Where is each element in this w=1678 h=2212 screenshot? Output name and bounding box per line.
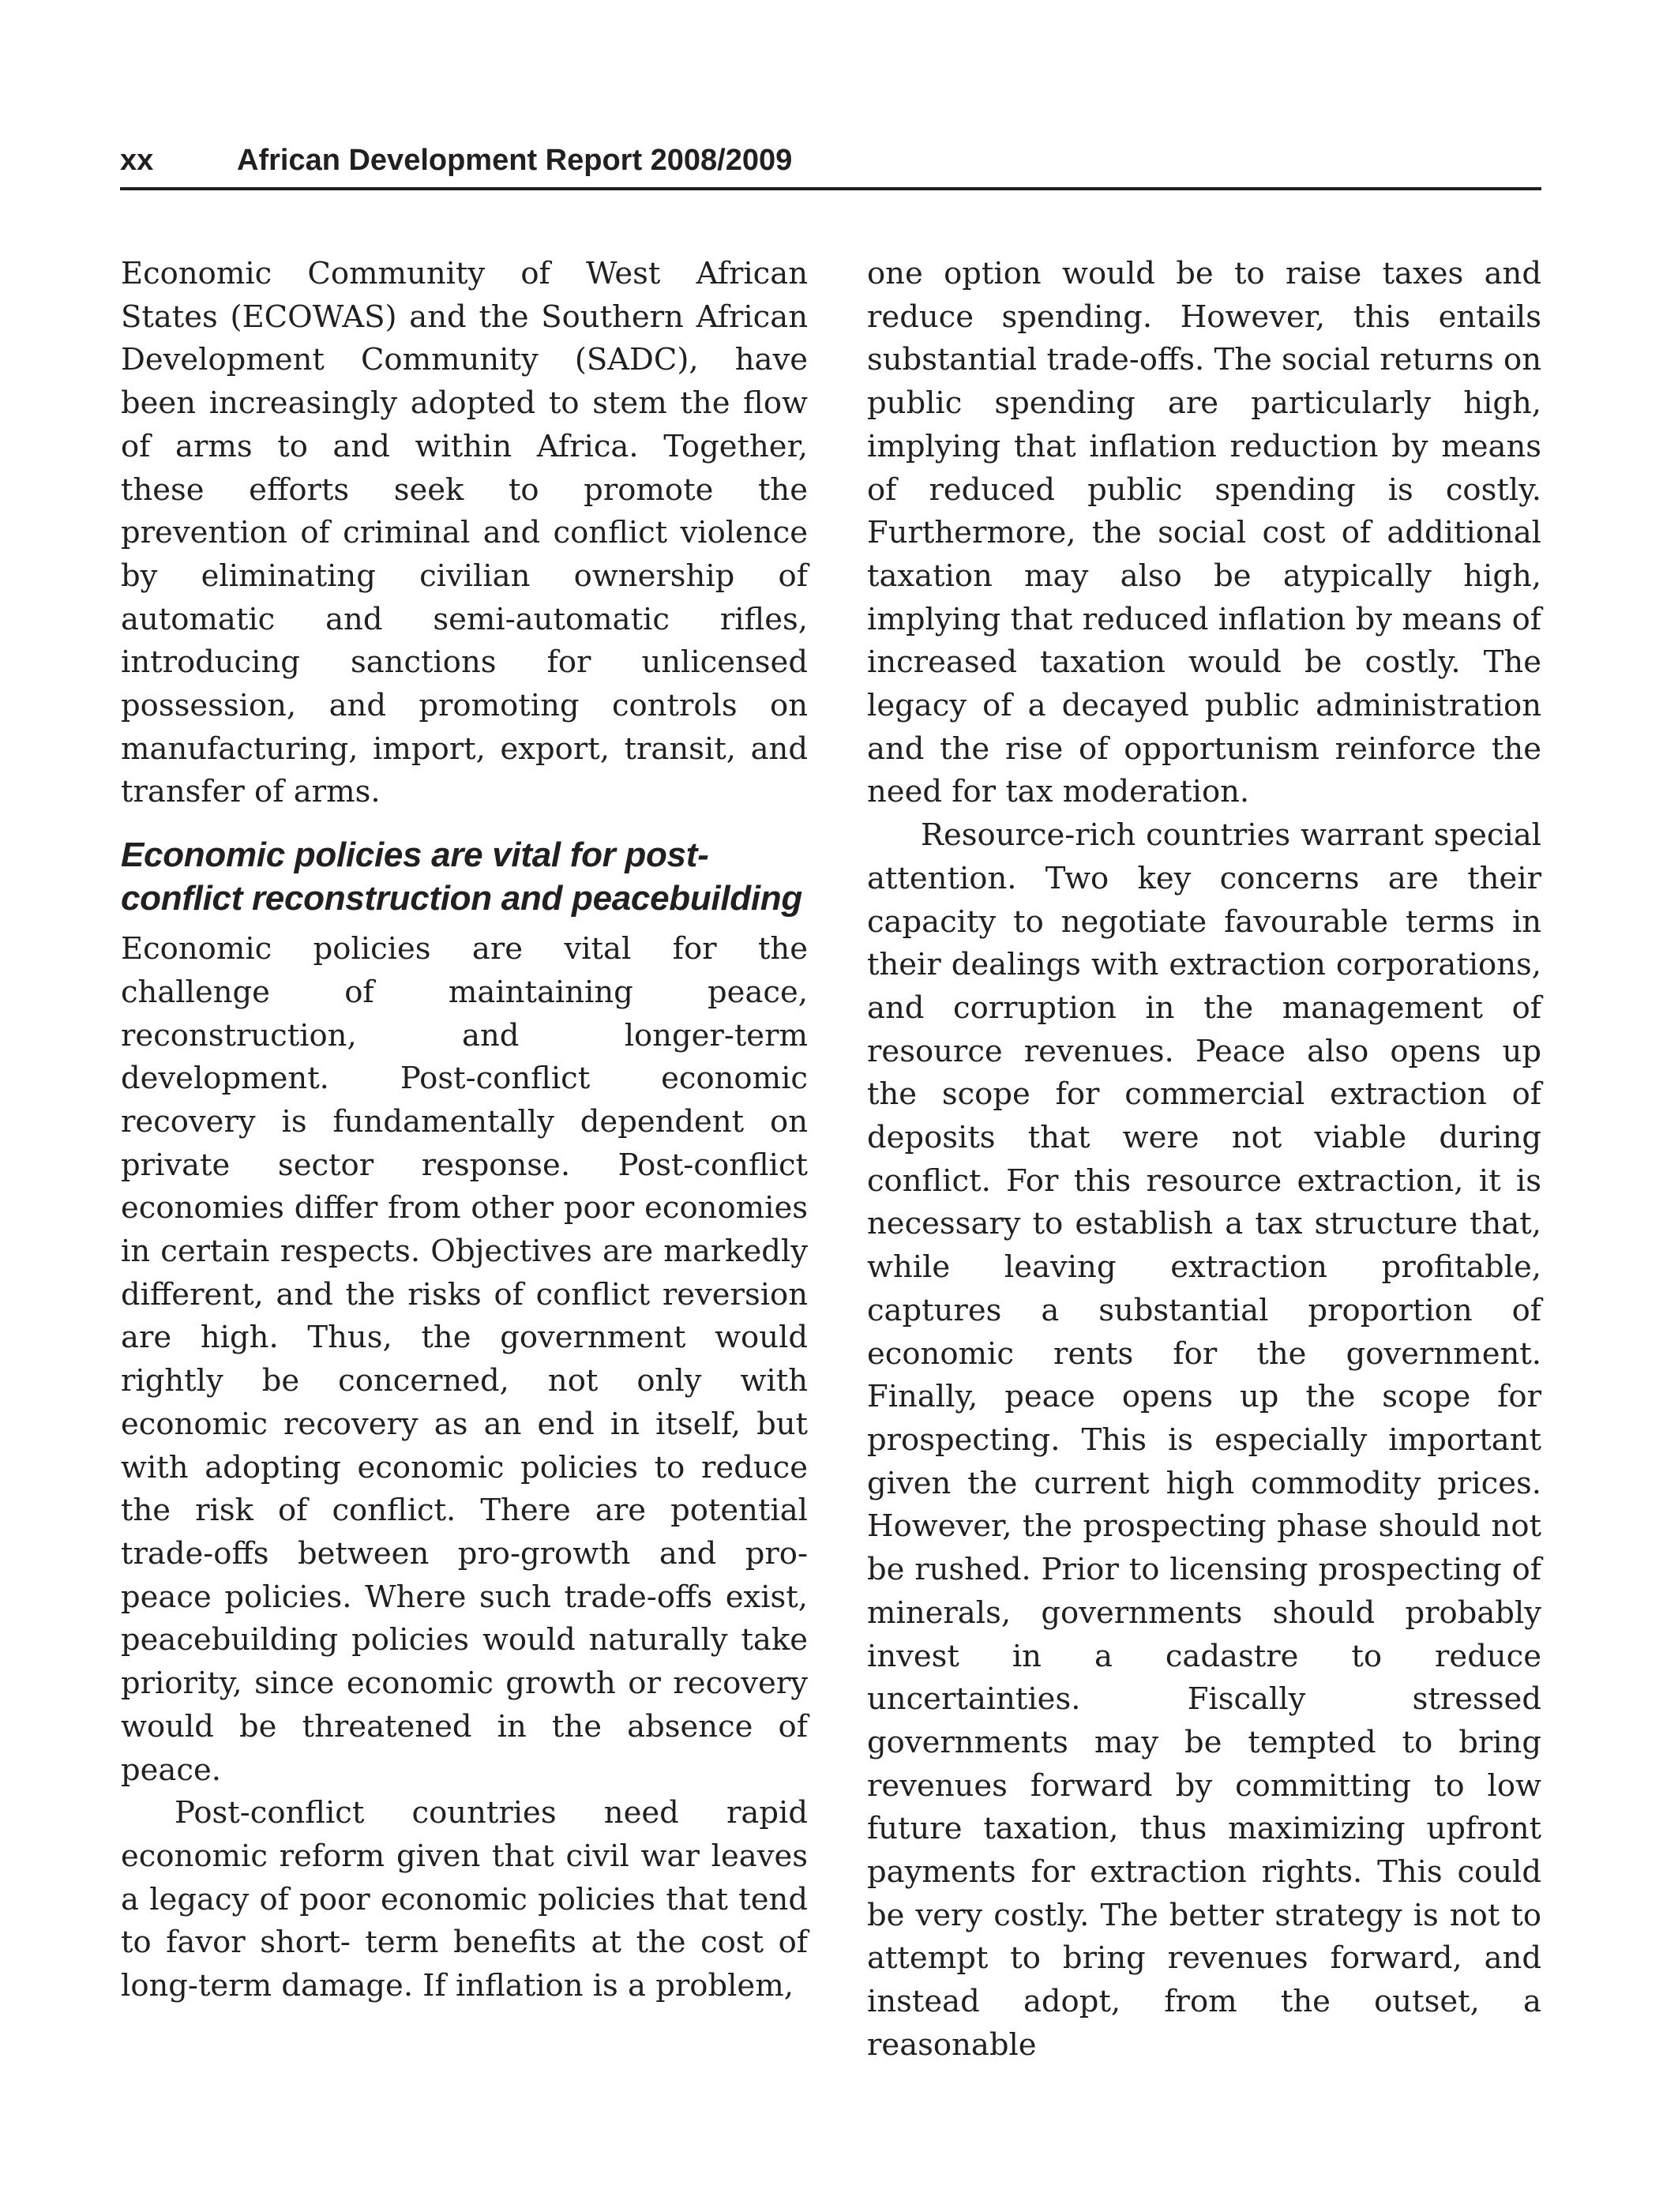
right-paragraph-2: Resource-rich countries warrant special attention. Two key concerns are their capacity to negotiate favourable terms in their dealings with extraction corporations, and corruption in the management of resource revenues. Peace also opens up the scope for commercial extraction of deposits that were not viable during conflict. For this resource extraction, it is necessary to establish a tax structure that, while leaving extraction profitable, captures a substantial proportion of economic rents for the government. Finally, peace opens up the scope for prospecting. This is especially important given the current high commodity prices. However, the prospecting phase should not be rushed. Prior to licensing prospecting of minerals, governments should probably invest in a cadastre to reduce uncertainties. Fiscally stressed governments may be tempted to bring revenues forward by committing to low future taxation, thus maximizing upfront payments for extraction rights. This could be very costly. The better strategy is not to attempt to bring revenues forward, and instead adopt, from the outset, a reasonable xyxy=(867,817,1541,2063)
running-title: African Development Report 2008/2009 xyxy=(237,144,793,177)
left-paragraph-2: Economic policies are vital for the challenge of maintaining peace, reconstruction, and longer-term development. Post-conflict economic recovery is fundamentally dependent on private sector response. Post-conflict economies differ from other poor economies in certain respects. Objectives are markedly different, and the risks of conflict reversion are high. Thus, the government would rightly be concerned, not only with economic recovery as an end in itself, but with adopting economic policies to reduce the risk of conflict. There are potential trade-offs between pro-growth and pro-peace policies. Where such trade-offs exist, peacebuilding policies would naturally take priority, since economic growth or recovery would be threatened in the absence of peace. xyxy=(121,931,808,1788)
right-paragraph-1: one option would be to raise taxes and reduce spending. However, this entails substantial trade-offs. The social returns on public spending are particularly high, implying that inflation reduction by means of reduced public spending is costly. Furthermore, the social cost of additional taxation may also be atypically high, implying that reduced inflation by means of increased taxation would be costly. The legacy of a decayed public administration and the rise of opportunism reinforce the need for tax moderation. xyxy=(867,256,1541,810)
right-column xyxy=(867,253,1541,2067)
header-rule xyxy=(120,187,1541,190)
running-header xyxy=(120,136,1541,185)
left-paragraph-3: Post-conflict countries need rapid economic reform given that civil war leaves a legacy of poor economic policies that tend to favor short- term benefits at the cost of long-term damage. If inflation is a problem, xyxy=(121,1795,808,2004)
left-paragraph-1: Economic Community of West African States (ECOWAS) and the Southern African Development Community (SADC), have been increasingly adopted to stem the flow of arms to and within Africa. Together, these efforts seek to promote the prevention of criminal and conflict violence by eliminating civilian ownership of automatic and semi-automatic rifles, introducing sanctions for unlicensed possession, and promoting controls on manufacturing, import, export, transit, and transfer of arms. xyxy=(121,256,808,810)
section-heading: Economic policies are vital for post-conflict reconstruction and peacebuilding xyxy=(121,836,802,918)
left-column xyxy=(121,253,808,2008)
page-number: xx xyxy=(120,144,154,177)
